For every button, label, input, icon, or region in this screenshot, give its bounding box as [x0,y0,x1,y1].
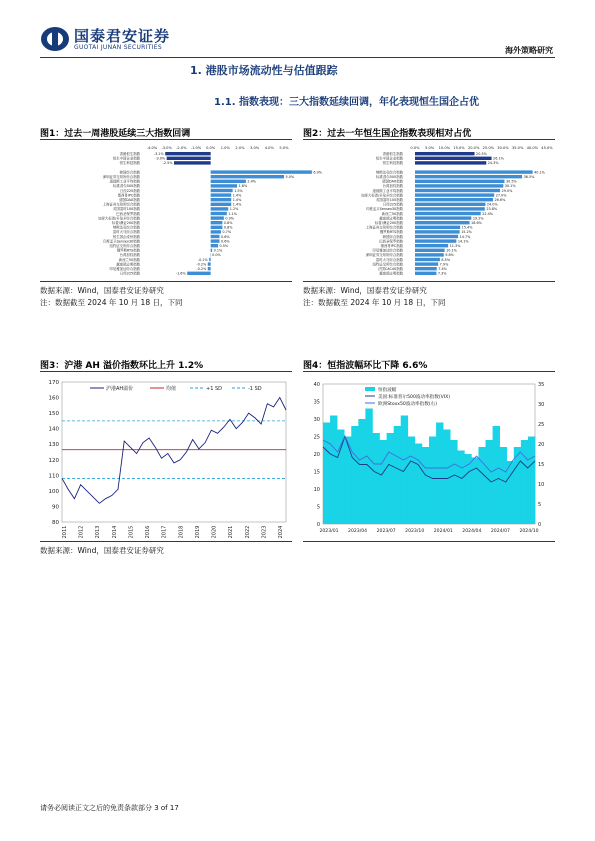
fig3-legend-label: 沪港AH溢价 [106,386,134,392]
fig1-category-label: 印度孟买Sensex30指数 [103,239,140,244]
fig2-bar [415,203,485,206]
fig2-category-label: 恒生中国企业指数 [375,156,403,161]
fig2-data-label: 19.2% [472,216,484,221]
fig3-x-tick: 2023 [261,525,268,539]
fig1-bar [174,161,211,164]
fig4-legend-swatch [365,387,375,391]
figure-4-chart [303,374,555,539]
fig1-data-label: 5.0% [285,175,295,179]
fig4-x-tick: 2023/10 [405,529,425,534]
logo-chinese-name: 国泰君安证券 [74,27,171,45]
fig2-x-tick: 35.0% [511,146,524,150]
fig4-area-bar [471,458,478,525]
fig1-data-label: -2.5% [162,161,173,166]
fig2-category-label: 日经225指数 [382,202,403,207]
fig3-x-tick: 2013 [95,525,102,539]
fig2-x-tick: 40.0% [526,146,539,150]
figure-3-bottom-rule [40,541,292,542]
fig1-bar [211,180,246,183]
fig3-x-tick: 2017 [161,525,168,539]
fig3-plot-frame [62,382,286,522]
figure-1-chart [40,142,322,277]
fig4-area-bar [351,426,358,524]
fig2-category-label: 纳斯达克综合指数 [375,170,403,175]
figure-1-bottom-rule [40,281,292,282]
fig2-data-label: 24.0% [486,202,498,207]
fig2-category-label: 韩国综合指数 [382,234,403,239]
fig4-y-left-tick: 15 [313,469,320,476]
fig2-category-label: 恒生科技指数 [382,161,403,166]
fig4-y-right-tick: 30 [538,402,545,408]
fig2-data-label: 29.0% [501,188,513,193]
fig2-category-label: 富时大马综合指数 [375,257,403,262]
fig1-data-label: 1.8% [238,184,248,189]
fig1-category-label: 上海证券交易所综合指数 [102,202,140,207]
fig2-bar [415,207,485,210]
fig1-data-label: 0.8% [223,225,233,230]
fig2-bar [415,244,448,247]
fig4-area-bar [330,416,337,525]
figure-1-title: 图1：过去一周港股延续三大指数回调 [40,129,191,139]
fig3-y-tick: 150 [48,411,59,418]
fig2-category-label: 上海证券交易所综合指数 [365,225,403,230]
fig1-bar [211,221,223,224]
fig1-category-label: 加拿大标普/多伦多综合指数 [98,216,140,221]
figure-1-rule [40,139,292,140]
fig2-bar [415,267,437,270]
fig1-category-label: 墨西哥IPC指数 [117,193,140,198]
fig2-data-label: 26.1% [493,156,504,161]
fig1-bar [208,262,211,265]
fig2-data-label: 14.7% [459,234,471,239]
fig1-category-label: 恒生中国企业指数 [112,156,140,161]
fig1-category-label: 香港恒生指数 [119,152,140,156]
fig3-y-tick: 120 [48,457,59,464]
fig1-bar [211,235,220,238]
fig2-bar [415,152,475,155]
fig2-bar [415,235,458,238]
fig1-category-label: 深圳证券交易所综合指数 [102,175,140,179]
fig1-data-label: 0.9% [225,216,234,221]
fig2-category-label: 深圳证券交易所综合指数 [365,253,403,258]
fig4-area-bar [450,440,457,524]
fig1-bar [211,175,284,178]
fig2-bar [415,161,486,164]
fig2-bar [415,239,456,242]
fig1-data-label: 0.1% [213,248,223,253]
fig2-data-label: 15.2% [461,230,472,235]
logo-english-name: GUOTAI JUNAN SECURITIES [74,44,162,51]
fig1-bar [211,189,233,192]
fig2-bar [415,198,493,201]
fig1-data-label: -3.0% [155,156,166,161]
fig2-bar [415,226,460,229]
figure-3-chart [40,374,292,539]
fig1-data-label: -3.1% [153,152,164,156]
fig2-x-tick: 5.0% [425,146,435,150]
fig4-y-left-tick: 40 [313,382,320,388]
fig4-area-bar [344,437,351,525]
fig2-category-label: 俄罗斯RTS指数 [379,230,403,235]
fig4-y-left-tick: 35 [313,399,320,406]
fig1-x-tick: -4.0% [146,146,158,150]
fig2-data-label: 36.5% [523,175,535,179]
fig2-data-label: 20.3% [476,152,487,156]
fig1-bar [209,258,210,261]
fig2-x-tick: 20.0% [467,146,480,150]
fig2-category-label: 新西兰50指数 [381,211,403,216]
fig1-category-label: 俄罗斯RTS指数 [116,248,140,253]
fig2-data-label: 8.5% [441,257,451,262]
fig1-x-tick: 1.0% [220,146,230,150]
fig2-bar [415,272,436,275]
fig3-x-tick: 2015 [128,525,135,539]
fig1-category-label: 越南胡志明指数 [116,262,140,267]
fig4-area-bar [422,447,429,524]
fig3-y-tick: 130 [48,442,59,449]
fig2-category-label: 道琼斯工业平均指数 [372,188,403,193]
figure-3-source: 数据来源：Wind，国泰君安证券研究 [40,546,164,555]
fig2-x-tick: 15.0% [453,146,465,150]
fig2-bar [415,212,481,215]
figure-2-source: 数据来源：Wind，国泰君安证券研究 [303,286,427,295]
fig1-data-label: 0.0% [212,253,221,258]
fig4-legend-label: 欧洲Stoxx50波动率指数(右) [378,402,438,407]
fig4-area-bar [387,433,394,524]
fig4-y-right-tick: 15 [538,462,545,468]
fig4-area-bar [528,437,535,525]
fig1-category-label: 巴西圣保罗指数 [116,211,140,216]
fig1-data-label: -1.6% [175,271,186,276]
figure-3-rule [40,371,292,372]
figure-1-source: 数据来源：Wind，国泰君安证券研究 [40,286,164,295]
fig2-category-label: 香港恒生指数 [382,152,403,156]
fig3-y-tick: 170 [48,380,59,386]
fig2-data-label: 18.6% [471,221,482,225]
fig1-bar [211,216,224,219]
fig2-data-label: 40.1% [534,170,545,175]
fig3-y-tick: 140 [48,426,59,433]
fig1-category-label: 韩国综合指数 [119,170,140,175]
fig1-data-label: 6.9% [313,170,322,175]
fig1-bar [211,170,312,173]
fig1-data-label: -0.2% [196,262,207,267]
fig4-area-bar [337,430,344,525]
fig4-y-left-tick: 25 [313,434,320,441]
section-subtitle: 1.1. 指数表现：三大指数延续回调，年化表现恒生国企占优 [214,97,479,108]
fig4-area-bar [358,419,365,524]
fig2-data-label: 7.4% [438,267,447,271]
disclaimer-footer: 请务必阅读正文之后的免责条款部分 3 of 17 [40,804,179,812]
fig3-legend-label: +1 SD [206,386,222,392]
fig4-y-left-tick: 5 [316,504,320,511]
section-title: 1. 港股市场流动性与估值跟踪 [190,64,338,77]
fig1-data-label: 0.6% [220,234,230,239]
fig4-x-tick: 2023/04 [348,529,368,534]
fig2-data-label: 26.6% [494,198,506,202]
logo-mark-icon [40,26,70,52]
fig4-y-right-tick: 25 [538,422,545,428]
fig1-x-tick: 3.0% [250,146,260,150]
company-logo [40,24,200,54]
fig1-x-tick: -1.0% [190,146,202,150]
fig1-x-tick: 2.0% [235,146,245,150]
fig1-bar [211,226,223,229]
fig4-y-left-tick: 30 [313,417,320,423]
fig4-y-left-tick: 0 [316,522,320,528]
fig4-y-right-tick: 20 [538,442,545,448]
fig4-area-bar [415,444,422,525]
fig4-area-bar [493,426,500,524]
fig1-data-label: 0.5% [219,244,229,248]
fig4-legend-label: 美国:标准普尔500波动率指数(VIX) [378,395,451,400]
figure-4-rule [303,371,555,372]
fig4-y-right-tick: 5 [538,502,542,508]
fig3-x-tick: 2022 [244,525,251,539]
fig1-x-tick: -2.0% [176,146,187,150]
fig1-data-label: 1.4% [232,193,242,198]
fig2-bar [415,249,445,252]
figure-4-bottom-rule [303,541,555,542]
fig2-x-tick: 10.0% [438,146,451,150]
fig1-category-label: 英国富时100指数 [113,207,140,212]
fig2-bar [415,230,460,233]
fig2-bar [415,262,438,265]
header-divider [40,57,555,58]
fig1-data-label: 1.2% [229,207,239,212]
fig2-data-label: 7.9% [439,262,449,267]
fig3-y-tick: 90 [52,504,59,511]
fig2-data-label: 10.1% [446,248,457,253]
fig1-bar [211,198,232,201]
fig1-data-label: 0.7% [222,230,232,235]
fig4-area-bar [429,437,436,525]
fig3-legend-label: 均值 [166,386,177,392]
fig2-category-label: 墨西哥IPC指数 [380,244,403,248]
fig3-x-tick: 2014 [111,525,118,539]
fig1-category-label: 标准普尔500指数 [113,184,140,189]
fig1-category-label: 印尼雅加达综合指数 [109,267,140,271]
fig1-category-label: 日经225指数 [119,188,140,193]
fig2-category-label: 印尼雅加达综合指数 [372,248,403,253]
fig3-x-tick: 2019 [194,525,201,539]
fig4-x-tick: 2023/07 [376,529,396,534]
fig1-bar [211,212,227,215]
fig1-x-tick: -3.0% [161,146,172,150]
fig4-x-tick: 2024/10 [519,529,539,534]
fig2-bar [415,189,500,192]
fig1-category-label: 富时大马综合指数 [112,230,140,235]
fig4-y-left-tick: 10 [313,487,320,493]
fig2-bar [415,175,522,178]
figure-2-title: 图2：过去一年恒生国企指数表现相对占优 [303,129,472,139]
fig3-x-tick: 2021 [228,525,235,539]
figure-4-title: 图4：恒指波幅环比下降 6.6% [303,361,428,371]
fig1-data-label: 0.8% [223,221,233,225]
fig1-bar [211,249,212,252]
figure-2-note: 注：数据截至 2024 年 10 月 18 日，下同 [303,298,446,307]
fig2-x-tick: 30.0% [497,146,509,150]
fig4-area-bar [380,440,387,524]
fig2-bar [415,193,494,196]
fig2-category-label: 加拿大标普/多伦多综合指数 [361,193,403,198]
fig4-area-bar [478,447,485,524]
fig2-bar [415,258,440,261]
fig4-area-bar [372,433,379,524]
fig4-area-bar [521,440,528,524]
fig1-bar [211,207,229,210]
fig2-data-label: 7.3% [437,271,447,276]
figure-2-bottom-rule [303,281,555,282]
fig2-category-label: 越南胡志明指数 [379,271,403,276]
fig4-x-tick: 2024/04 [462,529,482,534]
fig4-legend-label: 恒指波幅 [378,388,397,393]
fig4-x-tick: 2024/07 [490,529,510,534]
fig1-bar [187,272,210,275]
fig2-x-tick: 0.0% [410,146,420,150]
fig3-x-tick: 2024 [278,525,284,539]
fig1-category-label: 恒生科技指数 [119,161,140,166]
fig4-x-tick: 2023/01 [319,529,339,534]
fig1-x-tick: 0.0% [206,146,216,150]
fig4-area-bar [394,426,401,524]
fig2-category-label: 台湾加权指数 [382,184,403,189]
fig2-category-label: 纽约证交所综合指数 [372,262,403,267]
fig1-bar [211,244,218,247]
fig1-data-label: -0.1% [197,257,208,262]
fig1-category-label: 标普/澳证200指数 [112,221,140,225]
fig1-bar [211,239,220,242]
fig1-category-label: 恒生国企成份指数 [112,234,140,239]
fig1-data-label: -0.2% [196,267,207,271]
fig3-x-tick: 2012 [78,525,85,539]
fig2-data-label: 22.4% [482,211,493,216]
fig1-category-label: 德国DAX指数 [119,198,140,202]
fig2-bar [415,157,492,160]
fig3-y-tick: 110 [48,473,59,480]
fig4-area-bar [323,423,330,525]
fig2-data-label: 11.3% [449,244,461,248]
fig3-y-tick: 160 [48,395,59,402]
fig1-category-label: 台湾加权指数 [119,253,140,258]
fig4-area-bar [436,423,443,525]
fig4-y-left-tick: 20 [313,452,320,458]
fig3-x-tick: 2018 [178,525,185,539]
fig1-data-label: 1.4% [232,202,242,207]
fig2-category-label: 越南胡志明指数 [379,216,403,221]
fig2-bar [415,221,470,224]
fig1-bar [211,193,232,196]
fig2-category-label: 法国CAC40指数 [378,267,403,271]
fig2-category-label: 印度孟买Sensex30指数 [366,207,403,212]
fig2-data-label: 24.3% [487,161,499,166]
fig4-area-bar [443,430,450,525]
fig1-data-label: 1.1% [228,211,237,216]
fig1-x-tick: 4.0% [264,146,274,150]
fig2-category-label: 德国DAX指数 [382,179,403,184]
fig1-bar [167,157,211,160]
fig2-category-label: 标普/澳证200指数 [375,221,403,225]
fig1-category-label: 日经225指数 [119,271,140,276]
fig4-y-right-tick: 10 [538,482,545,488]
fig1-category-label: 纽约证交所综合指数 [109,244,140,248]
fig2-data-label: 27.0% [495,193,507,198]
fig3-y-tick: 100 [48,488,59,495]
fig1-category-label: 纳斯达克综合指数 [112,225,140,230]
fig2-data-label: 30.1% [504,184,516,189]
fig4-area-bar [457,451,464,525]
fig2-data-label: 9.8% [445,253,454,258]
fig4-y-right-tick: 35 [538,382,545,388]
figure-2-chart [303,142,555,277]
fig1-data-label: 2.4% [247,179,256,184]
fig3-y-tick: 80 [52,520,59,526]
fig2-data-label: 14.1% [457,239,469,244]
fig1-x-tick: 5.0% [279,146,289,150]
figure-1-note: 注：数据截至 2024 年 10 月 18 日，下同 [40,298,183,307]
fig4-x-tick: 2024/01 [433,529,453,534]
fig1-bar [211,230,221,233]
fig2-bar [415,253,444,256]
fig1-bar [211,203,232,206]
fig2-data-label: 30.5% [505,179,517,184]
fig3-x-tick: 2020 [211,525,218,539]
fig1-data-label: 1.4% [232,198,242,202]
fig2-x-tick: 45.0% [541,146,553,150]
fig4-area-bar [507,461,514,524]
fig2-bar [415,216,471,219]
figure-3-title: 图3：沪港 AH 溢价指数环比上升 1.2% [40,361,204,371]
fig3-x-tick: 2016 [145,525,152,539]
fig2-category-label: 巴西圣保罗指数 [379,239,403,244]
fig2-bar [415,180,504,183]
fig1-category-label: 新西兰50指数 [118,257,140,262]
fig1-bar [211,184,237,187]
fig2-x-tick: 25.0% [482,146,495,150]
fig2-category-label: 标准普尔500指数 [376,175,403,179]
fig3-series-line [62,398,286,504]
fig4-area-bar [408,437,415,525]
fig2-category-label: 英国富时100指数 [376,198,403,202]
fig3-legend-label: -1 SD [248,386,262,392]
fig1-bar [208,267,211,270]
fig2-data-label: 23.8% [486,207,498,212]
fig2-data-label: 15.4% [461,225,473,230]
report-type: 海外策略研究 [505,46,553,55]
fig2-bar [415,170,533,173]
fig4-area-bar [500,447,507,524]
fig3-x-tick: 2011 [62,525,68,539]
fig2-bar [415,184,503,187]
fig4-y-right-tick: 0 [538,522,542,528]
fig1-bar [165,152,210,155]
fig1-data-label: 1.5% [234,188,243,193]
fig1-data-label: 0.6% [220,239,230,244]
fig1-category-label: 道琼斯工业平均指数 [109,179,140,184]
figure-2-rule [303,139,555,140]
